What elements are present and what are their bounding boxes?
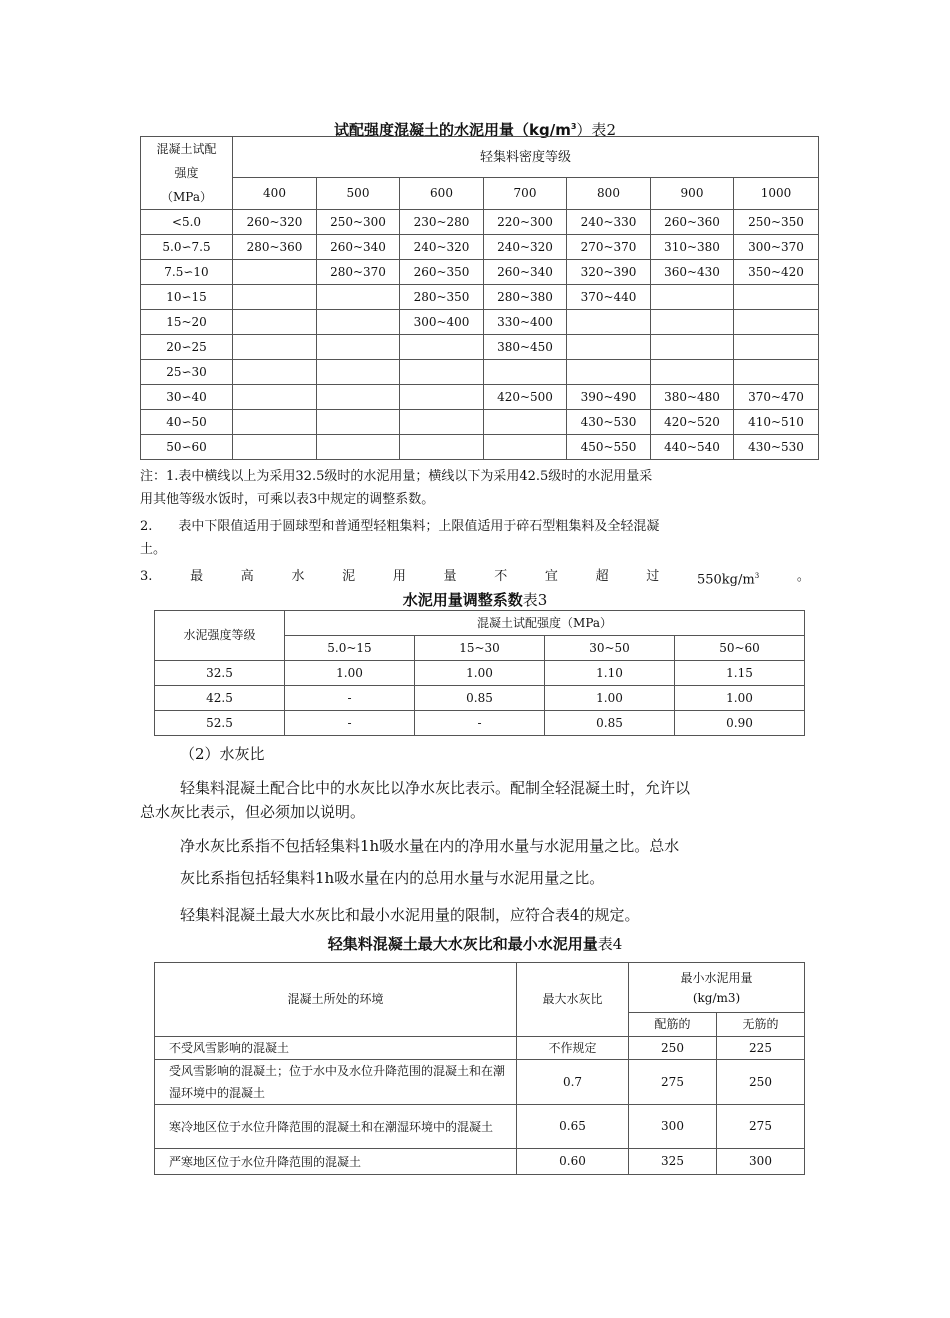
table-cell: 320~390 (567, 260, 651, 285)
table4-wc-cell: 0.7 (517, 1060, 629, 1105)
note-3: 3. 最 高 水 泥 用 量 不 宜 超 过 $550kg/m^3$ 。 (140, 569, 810, 588)
table-cell (233, 310, 317, 335)
table-cell: 360~430 (651, 260, 734, 285)
table-cell: 420~500 (484, 385, 567, 410)
paragraph-3: 轻集料混凝土最大水灰比和最小水泥用量的限制，应符合表4的规定。 (180, 906, 640, 924)
table-cell: 250~300 (317, 210, 400, 235)
table4-wc-cell: 0.65 (517, 1105, 629, 1149)
table2-row-label: 40∽50 (141, 410, 233, 435)
table-cell: 240~330 (567, 210, 651, 235)
table-cell (317, 360, 400, 385)
table-row (155, 1037, 805, 1060)
table2-row-label: 25∽30 (141, 360, 233, 385)
max-wc-ratio-table (154, 962, 805, 1175)
table-cell: 280~380 (484, 285, 567, 310)
table4-rebar-header: 配筋的 (629, 1013, 717, 1037)
table-cell: 230~280 (400, 210, 484, 235)
table2-title: 试配强度混凝土的水泥用量$(kg/m^3)$表2 (334, 121, 616, 139)
table-cell: 380~480 (651, 385, 734, 410)
table2-row-label: 50∽60 (141, 435, 233, 460)
table2-row-label: <5.0 (141, 210, 233, 235)
table-cell (651, 285, 734, 310)
table-cell: 260~350 (400, 260, 484, 285)
table4-norebar-cell: 300 (717, 1149, 805, 1175)
table-cell (317, 285, 400, 310)
table-cell (484, 435, 567, 460)
table4-env-header: 混凝土所处的环境 (155, 963, 517, 1037)
table-row (141, 235, 819, 260)
paragraph-1: 轻集料混凝土配合比中的水灰比以净水灰比表示。配制全轻混凝土时，允许以 总水灰比表示，但必须加以说明。 (140, 779, 691, 821)
table-cell: 0.90 (675, 711, 805, 736)
adjustment-coefficient-table (154, 610, 805, 736)
table-row (141, 310, 819, 335)
table-cell: 260~320 (233, 210, 317, 235)
table-cell (567, 310, 651, 335)
table2-row-label: 30∽40 (141, 385, 233, 410)
table-cell (233, 435, 317, 460)
table-cell: 410~510 (734, 410, 819, 435)
table2-row-label: 15~20 (141, 310, 233, 335)
table2-column-header: 800 (567, 178, 651, 210)
table-row (155, 1060, 805, 1105)
table-row (155, 661, 805, 686)
table-cell: 440~540 (651, 435, 734, 460)
table-cell: 380~450 (484, 335, 567, 360)
table-cell: 1.10 (545, 661, 675, 686)
table-cell: 310~380 (651, 235, 734, 260)
table-cell: 300~400 (400, 310, 484, 335)
table-row (141, 210, 819, 235)
table-cell: 220~300 (484, 210, 567, 235)
table-cell: 1.00 (545, 686, 675, 711)
table-cell: - (285, 686, 415, 711)
table3-column-header: 5.0~15 (285, 636, 415, 661)
table-cell (317, 335, 400, 360)
table3-row-header: 水泥强度等级 (155, 611, 285, 661)
table-cell: 240~320 (400, 235, 484, 260)
table-cell: 280~360 (233, 235, 317, 260)
table-cell: 370~440 (567, 285, 651, 310)
paragraph-2: 净水灰比系指不包括轻集料1h吸水量在内的净用水量与水泥用量之比。总水 灰比系指包括轻集料1h吸水量在内的总用水量与水泥用量之比。 (180, 837, 680, 887)
table3-title: 水泥用量调整系数表3 (402, 591, 548, 609)
table3-column-header: 30~50 (545, 636, 675, 661)
table4-rebar-cell: 325 (629, 1149, 717, 1175)
table-cell (233, 410, 317, 435)
table4-norebar-cell: 225 (717, 1037, 805, 1060)
table-cell: 270~370 (567, 235, 651, 260)
table2-column-header: 700 (484, 178, 567, 210)
table-cell (400, 360, 484, 385)
table-cell (317, 385, 400, 410)
table2-column-header: 400 (233, 178, 317, 210)
table-cell (484, 360, 567, 385)
table-cell: 390~490 (567, 385, 651, 410)
table-row (155, 1105, 805, 1149)
table-cell (651, 310, 734, 335)
note-2: 2. 表中下限值适用于圆球型和普通型轻粗集料；上限值适用于碎石型粗集料及全轻混凝 土。 (140, 519, 660, 557)
table2-column-header: 500 (317, 178, 400, 210)
table2-row-label: 7.5∽10 (141, 260, 233, 285)
table-cell: - (415, 711, 545, 736)
table-row (141, 260, 819, 285)
table2-group-header: 轻集料密度等级 (233, 137, 819, 178)
table2-row-label: 10∽15 (141, 285, 233, 310)
table-row (141, 435, 819, 460)
table-cell (734, 310, 819, 335)
table-row (155, 686, 805, 711)
table-row (141, 360, 819, 385)
table3-row-label: 32.5 (155, 661, 285, 686)
table-cell: 0.85 (545, 711, 675, 736)
table-cell: 330~400 (484, 310, 567, 335)
table-cell: - (285, 711, 415, 736)
table2-row-label: 5.0∽7.5 (141, 235, 233, 260)
table3-column-header: 15~30 (415, 636, 545, 661)
table-cell: 1.00 (675, 686, 805, 711)
table-cell: 420~520 (651, 410, 734, 435)
table-cell: 260~340 (317, 235, 400, 260)
table-cell (400, 335, 484, 360)
table-cell (567, 360, 651, 385)
table-cell (400, 435, 484, 460)
table-cell: 280~370 (317, 260, 400, 285)
table4-env-cell: 不受风雪影响的混凝土 (155, 1037, 517, 1060)
table-cell: 430~530 (734, 435, 819, 460)
table3-row-label: 52.5 (155, 711, 285, 736)
table-cell: 370~470 (734, 385, 819, 410)
table4-norebar-cell: 250 (717, 1060, 805, 1105)
table4-norebar-header: 无筋的 (717, 1013, 805, 1037)
table-cell (734, 285, 819, 310)
table-row (141, 285, 819, 310)
table3-column-header: 50~60 (675, 636, 805, 661)
table-cell (651, 335, 734, 360)
table4-wc-cell: 不作规定 (517, 1037, 629, 1060)
table-cell (734, 360, 819, 385)
section-heading: （2）水灰比 (180, 745, 265, 763)
table-row (155, 711, 805, 736)
note-1: 注：1.表中横线以上为采用32.5级时的水泥用量；横线以下为采用42.5级时的水泥用量采 用其他等级水饭时，可乘以表3中规定的调整系数。 (140, 469, 653, 507)
table4-wc-cell: 0.60 (517, 1149, 629, 1175)
table4-wc-header: 最大水灰比 (517, 963, 629, 1037)
table-cell (233, 385, 317, 410)
table-cell (317, 410, 400, 435)
table4-env-cell: 严寒地区位于水位升降范围的混凝土 (155, 1149, 517, 1175)
table-cell: 0.85 (415, 686, 545, 711)
table-cell (734, 335, 819, 360)
table-cell: 260~340 (484, 260, 567, 285)
table-cell: 430~530 (567, 410, 651, 435)
table2-row-header: 混凝土试配 强度 （MPa） (141, 137, 233, 210)
table-cell: 280~350 (400, 285, 484, 310)
table-cell (233, 335, 317, 360)
table-cell: 250~350 (734, 210, 819, 235)
table4-min-cement-header: 最小水泥用量 (kg/m3) (629, 963, 805, 1013)
table4-rebar-cell: 275 (629, 1060, 717, 1105)
table-cell (233, 360, 317, 385)
table4-title: 轻集料混凝土最大水灰比和最小水泥用量表4 (327, 935, 623, 953)
table-cell: 1.15 (675, 661, 805, 686)
table-row (141, 410, 819, 435)
table2-column-header: 1000 (734, 178, 819, 210)
table4-norebar-cell: 275 (717, 1105, 805, 1149)
table-cell (400, 410, 484, 435)
table2-column-header: 600 (400, 178, 484, 210)
table4-rebar-cell: 250 (629, 1037, 717, 1060)
table-cell (317, 310, 400, 335)
table-cell (233, 285, 317, 310)
table3-group-header: 混凝土试配强度（MPa） (285, 611, 805, 636)
table4-env-cell: 寒冷地区位于水位升降范围的混凝土和在潮湿环境中的混凝土 (155, 1105, 517, 1149)
table4-rebar-cell: 300 (629, 1105, 717, 1149)
table-cell (233, 260, 317, 285)
table-cell: 240~320 (484, 235, 567, 260)
table-cell: 300~370 (734, 235, 819, 260)
table-row (141, 335, 819, 360)
table-cell (651, 360, 734, 385)
table-row (155, 1149, 805, 1175)
table4-env-cell: 受风雪影响的混凝土；位于水中及水位升降范围的混凝土和在潮湿环境中的混凝土 (155, 1060, 517, 1105)
table-cell (484, 410, 567, 435)
table2-row-label: 20∽25 (141, 335, 233, 360)
table-cell (317, 435, 400, 460)
table3-row-label: 42.5 (155, 686, 285, 711)
table-cell: 350~420 (734, 260, 819, 285)
table-cell: 450~550 (567, 435, 651, 460)
table-cell (400, 385, 484, 410)
table-cell: 260~360 (651, 210, 734, 235)
table-cell: 1.00 (415, 661, 545, 686)
table-row (141, 385, 819, 410)
table-cell (567, 335, 651, 360)
table-cell: 1.00 (285, 661, 415, 686)
cement-dosage-table (140, 136, 819, 460)
table2-column-header: 900 (651, 178, 734, 210)
